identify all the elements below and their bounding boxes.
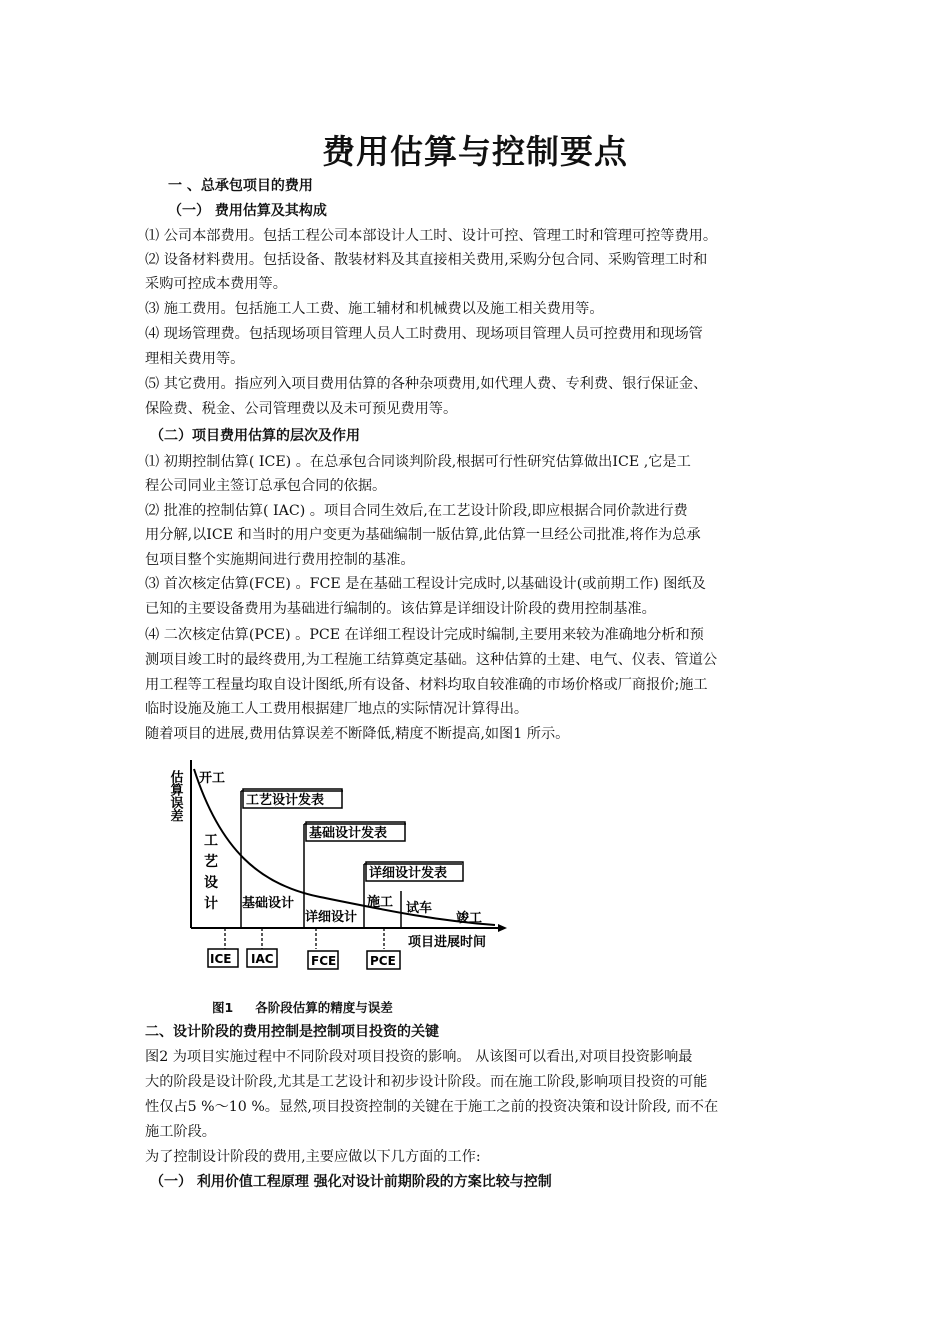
paragraph-line: ⑵ 批准的控制估算( IAC) 。项目合同生效后,在工艺设计阶段,即应根据合同价款进行费	[145, 503, 688, 519]
paragraph-line: 包项目整个实施期间进行费用控制的基准。	[145, 552, 415, 568]
paragraph-line: 理相关费用等。	[145, 351, 245, 367]
paragraph-line: 施工阶段。	[145, 1124, 216, 1140]
start-label: 开工	[199, 771, 226, 786]
estimate-fce: FCE	[311, 954, 337, 968]
paragraph-line: ⑷ 二次核定估算(PCE) 。PCE 在详细工程设计完成时编制,主要用来较为准确地分析和预	[145, 627, 704, 643]
release-label: 详细设计发表	[369, 866, 448, 881]
subsection-heading: （二）项目费用估算的层次及作用	[150, 428, 360, 444]
figure-caption	[212, 998, 393, 1016]
paragraph-line: 随着项目的进展,费用估算误差不断降低,精度不断提高,如图1 所示。	[145, 726, 570, 742]
paragraph-line: 图2 为项目实施过程中不同阶段对项目投资的影响。 从该图可以看出,对项目投资影响最	[145, 1049, 693, 1065]
paragraph-line: ⑶ 施工费用。包括施工人工费、施工辅材和机械费以及施工相关费用等。	[145, 301, 604, 317]
paragraph-line: ⑶ 首次核定估算(FCE) 。FCE 是在基础工程设计完成时,以基础设计(或前期工作) 图纸及	[145, 576, 706, 592]
paragraph-line: ⑴ 初期控制估算( ICE) 。在总承包合同谈判阶段,根据可行性研究估算做出ICE ,它是工	[145, 454, 691, 470]
section-heading: 二、设计阶段的费用控制是控制项目投资的关键	[145, 1024, 439, 1040]
subsection-heading: （一） 费用估算及其构成	[168, 203, 327, 219]
estimate-ice: ICE	[210, 952, 232, 966]
figure-estimate-accuracy	[150, 755, 520, 980]
phase-vertical-char: 设	[204, 875, 218, 891]
phase-label: 基础设计	[242, 896, 295, 911]
paragraph-line: 临时设施及施工人工费用根据建厂地点的实际情况计算得出。	[145, 701, 529, 717]
phase-vertical-char: 计	[204, 896, 218, 912]
phase-vertical-char: 艺	[204, 854, 218, 870]
section-heading: 一 、总承包项目的费用	[168, 178, 313, 194]
phase-vertical-char: 工	[204, 833, 218, 849]
paragraph-line: ⑷ 现场管理费。包括现场项目管理人员人工时费用、现场项目管理人员可控费用和现场管	[145, 326, 703, 342]
document-title: 费用估算与控制要点	[322, 132, 628, 171]
paragraph-line: 性仅占5 %～10 %。显然,项目投资控制的关键在于施工之前的投资决策和设计阶段, 而不在	[145, 1099, 719, 1115]
estimate-pce: PCE	[370, 954, 396, 968]
paragraph-line: 已知的主要设备费用为基础进行编制的。该估算是详细设计阶段的费用控制基准。	[145, 601, 656, 617]
figure-caption-text: 各阶段估算的精度与误差	[255, 1000, 393, 1015]
end-label: 竣工	[456, 911, 483, 926]
paragraph-line: 测项目竣工时的最终费用,为工程施工结算奠定基础。这种估算的土建、电气、仪表、管道公	[145, 652, 718, 668]
paragraph-line: ⑵ 设备材料费用。包括设备、散装材料及其直接相关费用,采购分包合同、采购管理工时和	[145, 252, 708, 268]
error-curve	[194, 769, 495, 925]
paragraph-line: 采购可控成本费用等。	[145, 276, 287, 292]
paragraph-line: 用工程等工程量均取自设计图纸,所有设备、材料均取自较准确的市场价格或厂商报价;施工	[145, 677, 708, 693]
paragraph-line: 保险费、税金、公司管理费以及未可预见费用等。	[145, 401, 458, 417]
paragraph-line: ⑴ 公司本部费用。包括工程公司本部设计人工时、设计可控、管理工时和管理可控等费用。	[145, 228, 718, 244]
paragraph-line: ⑸ 其它费用。指应列入项目费用估算的各种杂项费用,如代理人费、专利费、银行保证金、	[145, 376, 708, 392]
paragraph-line: 用分解,以ICE 和当时的用户变更为基础编制一版估算,此估算一旦经公司批准,将作为总承	[145, 527, 701, 543]
paragraph-line: 大的阶段是设计阶段,尤其是工艺设计和初步设计阶段。而在施工阶段,影响项目投资的可能	[145, 1074, 708, 1090]
subsection-heading: （一） 利用价值工程原理 强化对设计前期阶段的方案比较与控制	[150, 1174, 552, 1190]
phase-label: 施工	[367, 895, 394, 910]
estimate-iac: IAC	[251, 952, 274, 966]
paragraph-line: 程公司同业主签订总承包合同的依据。	[145, 478, 387, 494]
figure-number: 图1	[212, 1000, 234, 1015]
phase-label: 详细设计	[305, 910, 358, 925]
release-label: 工艺设计发表	[246, 793, 325, 808]
paragraph-line: 为了控制设计阶段的费用,主要应做以下几方面的工作:	[145, 1149, 481, 1165]
release-label: 基础设计发表	[309, 826, 388, 841]
phase-label: 试车	[406, 901, 433, 916]
x-axis-label: 项目进展时间	[408, 935, 487, 950]
y-axis-label-char: 估算误差	[167, 770, 183, 822]
